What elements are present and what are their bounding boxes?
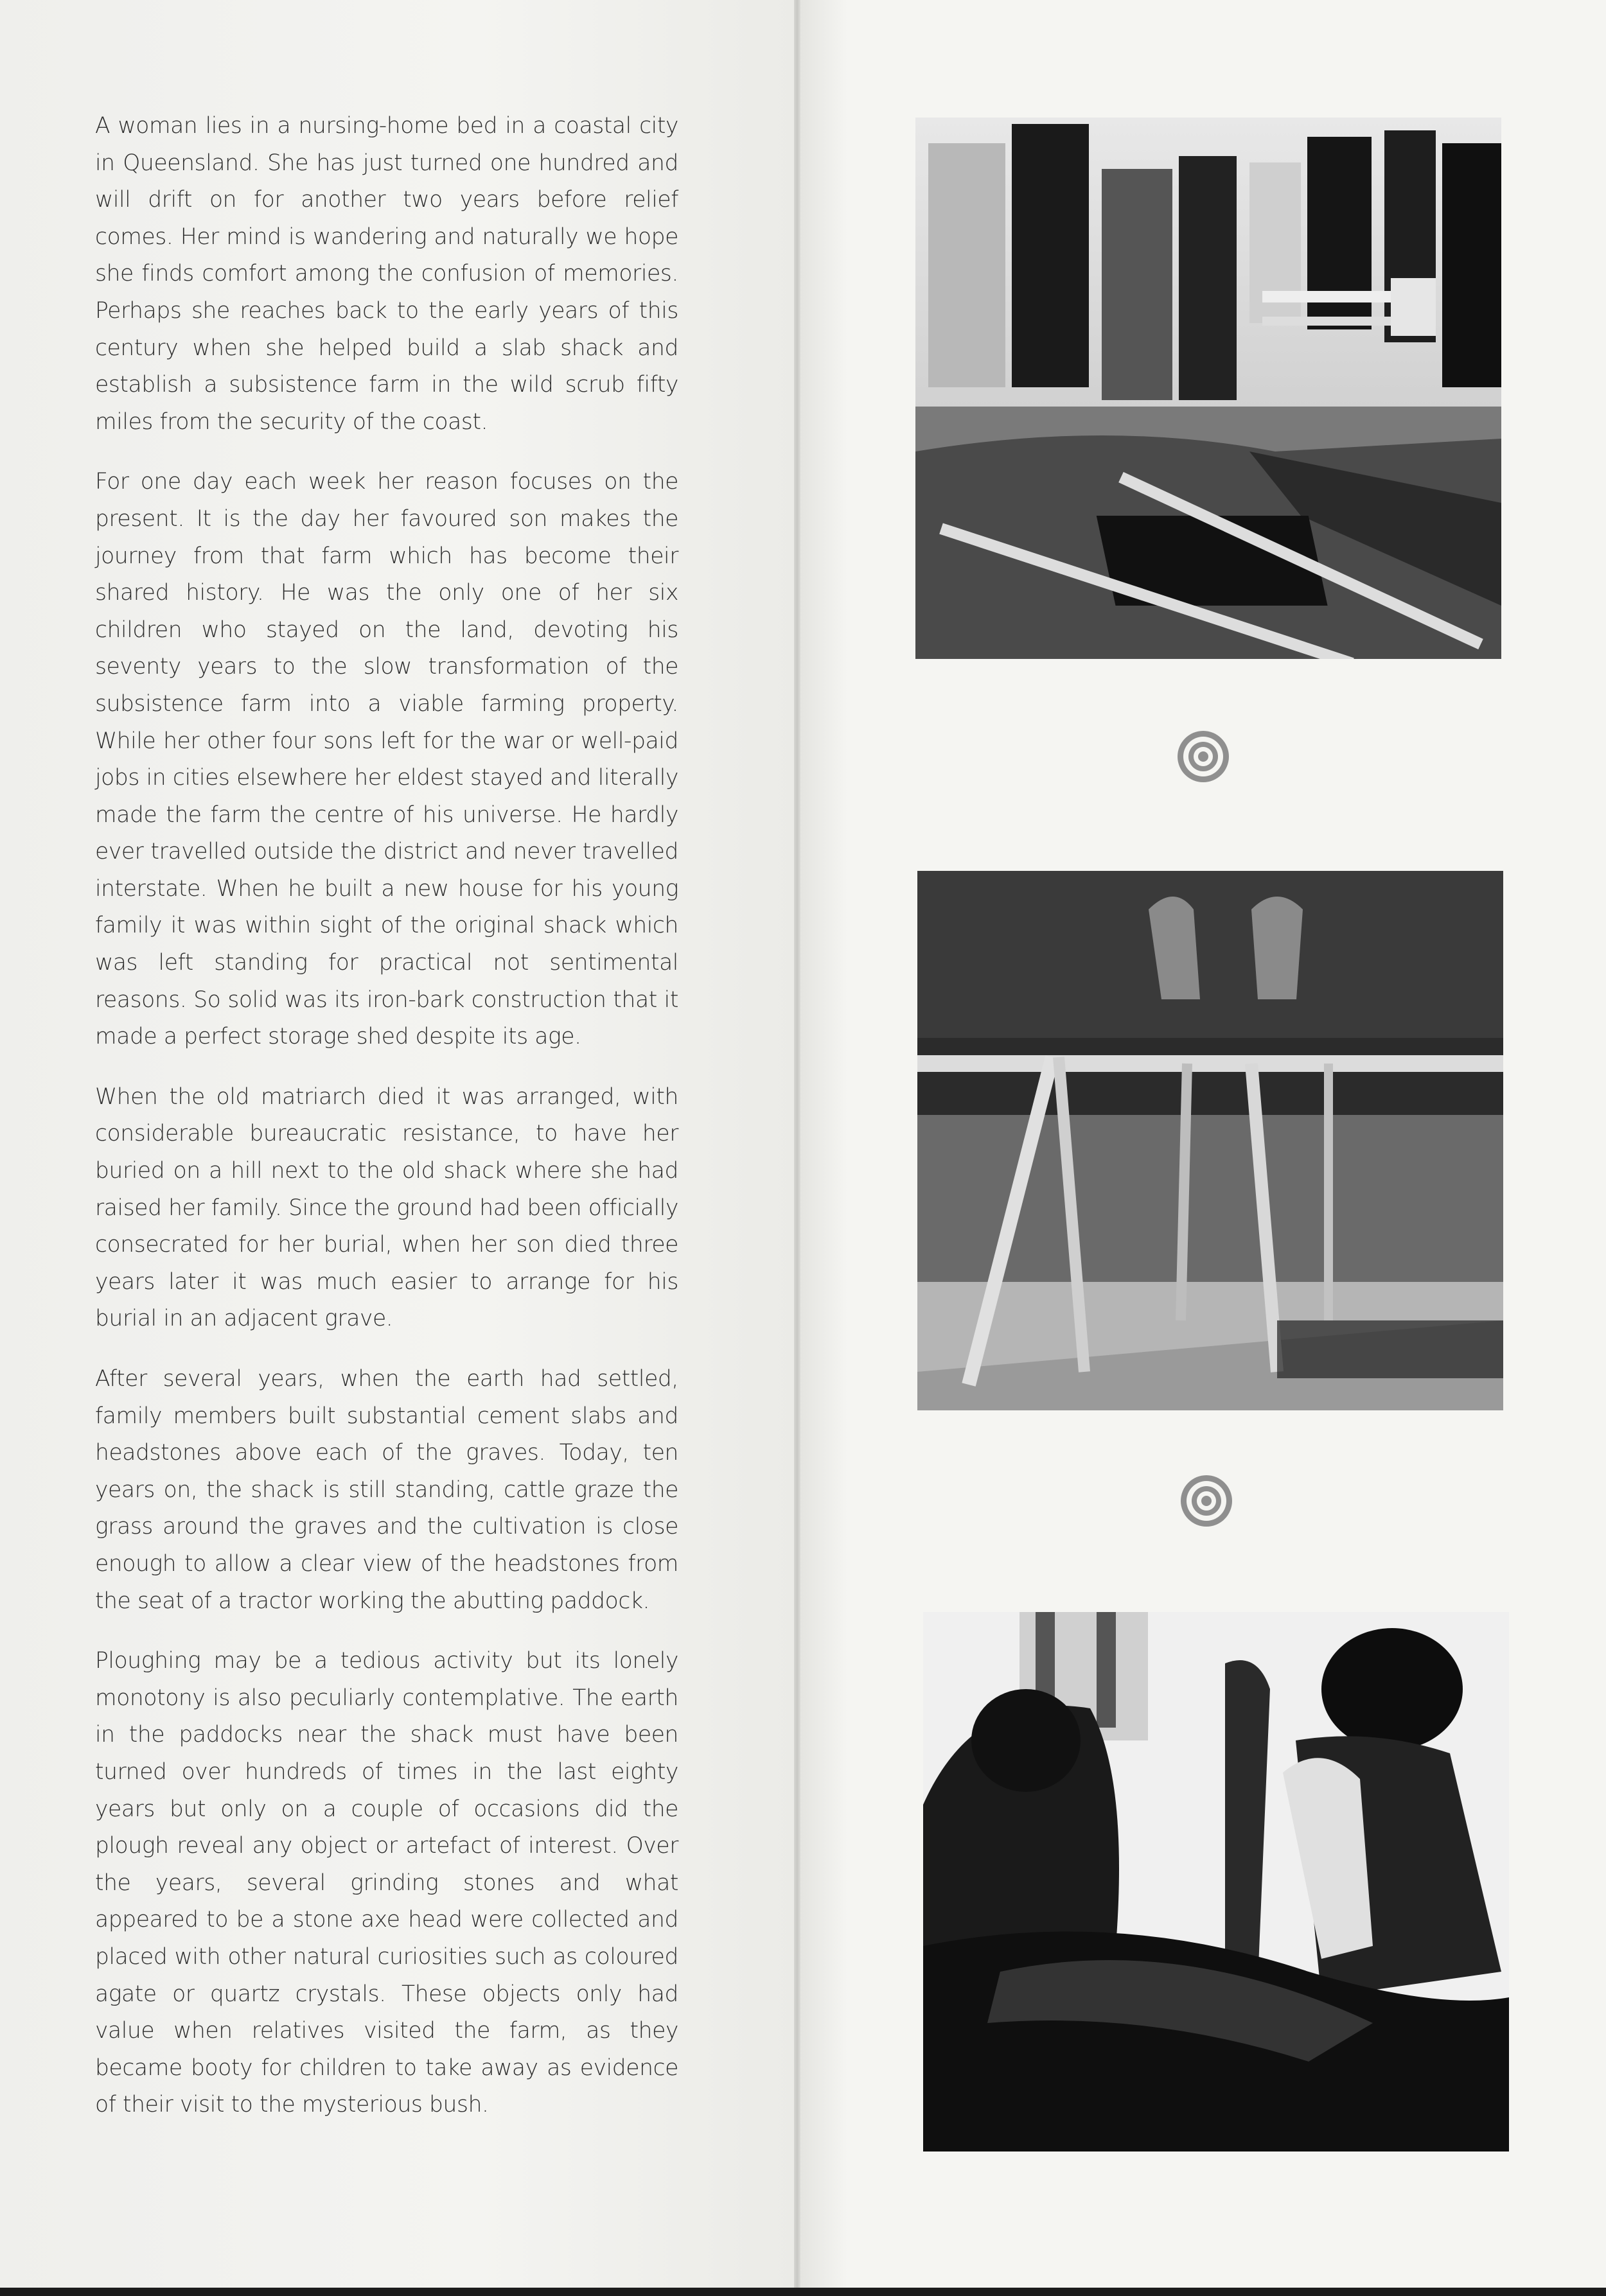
paragraph-3: When the old matriarch died it was arranged, with considerable bureaucratic resistance, to have her buried on a hill next to the old shack where she had raised her family. Since the ground had been officially consecrated for her burial, when her son died three years later it was much easier to arrange for his burial in an adjacent grave. <box>95 1083 678 1332</box>
photo-kneeling-figures <box>923 1612 1509 2151</box>
page-gutter <box>794 0 800 2296</box>
article-text <box>95 108 678 2147</box>
paragraph-1: A woman lies in a nursing-home bed in a coastal city in Queensland. She has just turned one hundred and will drift on for another two years before relief comes. Her mind is wandering and naturally we hope she finds comfort among the confusion of memories. Perhaps she reaches back to the early years of this century when she helped build a slab shack and establish a subsistence farm in the wild scrub fifty miles from the security of the coast. <box>95 113 678 435</box>
photo-timber-frame <box>917 871 1503 1410</box>
target-ornament-icon <box>1174 728 1232 785</box>
target-ornament-icon <box>1178 1472 1235 1530</box>
paragraph-2: For one day each week her reason focuses on the present. It is the day her favoured son makes the journey from that farm which has become their shared history. He was the only one of her six children who stayed on the land, devoting his seventy years to the slow transformation of the subsistence farm into a viable farming property. While her other four sons left for the war or well-paid jobs in cities elsewhere her eldest stayed and literally made the farm the centre of his universe. He hardly ever travelled outside the district and never travelled interstate. When he built a new house for his young family it was within sight of the original shack which was left standing for practical not sentimental reasons. So solid was its iron-bark construction that it made a perfect storage shed despite its age. <box>95 469 678 1050</box>
paragraph-4: After several years, when the earth had settled, family members built substantial cement slabs and headstones above each of the graves. Today, ten years on, the shack is still standing, cattle graze the grass around the graves and the cultivation is close enough to allow a clear view of the headstones from the seat of a tractor working the abutting paddock. <box>95 1366 678 1614</box>
photo-graveside-mourners <box>915 118 1501 659</box>
paragraph-5: Ploughing may be a tedious activity but its lonely monotony is also peculiarly contemplative. The earth in the paddocks near the shack must have been turned over hundreds of times in the last eighty years but only on a couple of occasions did the plough reveal any object or artefact of interest. Over the years, several grinding stones and what appeared to be a stone axe head were collected and placed with other natural curiosities such as coloured agate or quartz crystals. These objects only had value when relatives visited the farm, as they became booty for children to take away as evidence of their visit to the mysterious bush. <box>95 1648 678 2118</box>
page-bottom-edge <box>0 2288 1606 2296</box>
